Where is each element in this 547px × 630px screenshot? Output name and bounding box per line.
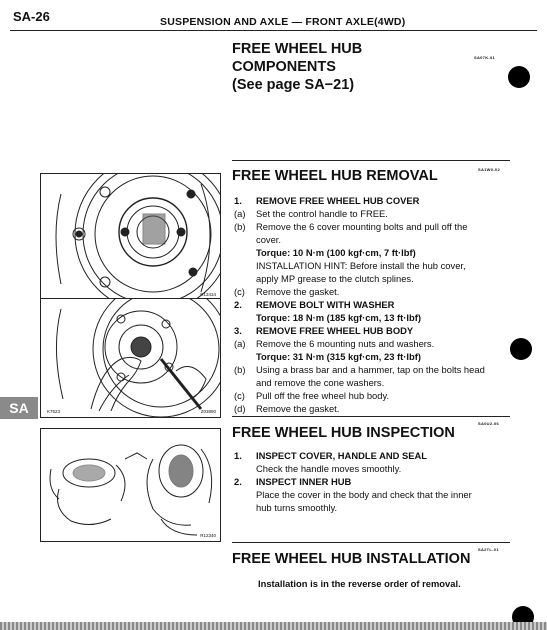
figure-inspection [40, 428, 221, 542]
removal-step-number: (c) [234, 286, 245, 297]
removal-rule [232, 160, 510, 161]
figure-hub-body-removal [40, 298, 221, 418]
components-subtitle: COMPONENTS [232, 59, 336, 75]
removal-step-text: Torque: 18 N·m (185 kgf·cm, 13 ft·lbf) [256, 312, 421, 323]
installation-code: SA2TL-01 [478, 547, 499, 552]
removal-step-text: Using a brass bar and a hammer, tap on the bolts head [256, 364, 485, 375]
removal-step-number: (d) [234, 403, 246, 414]
removal-title: FREE WHEEL HUB REMOVAL [232, 168, 438, 184]
removal-step-number: 1. [234, 195, 242, 206]
removal-step-text: Set the control handle to FREE. [256, 208, 388, 219]
removal-step-text: Remove the 6 mounting nuts and washers. [256, 338, 435, 349]
removal-step-number: (a) [234, 208, 246, 219]
removal-step-text: Remove the gasket. [256, 403, 340, 414]
installation-text: Installation is in the reverse order of removal. [258, 578, 461, 589]
removal-step-text: REMOVE FREE WHEEL HUB BODY [256, 325, 414, 336]
scan-edge [0, 622, 547, 630]
inspection-step-text: Place the cover in the body and check that the inner [256, 489, 472, 500]
components-title: FREE WHEEL HUB [232, 41, 363, 57]
section-tab: SA [0, 397, 38, 419]
inspection-step-text: hub turns smoothly. [256, 502, 338, 513]
hub-cover-illustration [41, 174, 220, 300]
installation-title: FREE WHEEL HUB INSTALLATION [232, 551, 471, 567]
figure-label-right: Z03890 [200, 409, 216, 414]
removal-step-number: 2. [234, 299, 242, 310]
figure-hub-cover [40, 173, 221, 301]
inspection-title: FREE WHEEL HUB INSPECTION [232, 425, 455, 441]
removal-step-number: (b) [234, 221, 246, 232]
removal-step-number: (c) [234, 390, 245, 401]
removal-step-text: Remove the gasket. [256, 286, 340, 297]
inspection-step-text: INSPECT COVER, HANDLE AND SEAL [256, 450, 428, 461]
inspection-rule [232, 416, 510, 417]
figure-label: R13434 [200, 292, 216, 297]
binder-hole-icon [510, 338, 532, 360]
removal-step-text: Remove the 6 cover mounting bolts and pull off the [256, 221, 468, 232]
removal-step-text: apply MP grease to the clutch splines. [256, 273, 414, 284]
inspection-step-text: INSPECT INNER HUB [256, 476, 352, 487]
inspection-code: SA0U2-06 [478, 421, 500, 426]
page-number: SA-26 [13, 9, 50, 24]
figure-label-left: K7523 [47, 409, 61, 414]
removal-step-text: REMOVE FREE WHEEL HUB COVER [256, 195, 420, 206]
components-see-page: (See page SA−21) [232, 77, 355, 93]
removal-code: SA1W0-02 [478, 167, 500, 172]
removal-step-text: Pull off the free wheel hub body. [256, 390, 390, 401]
removal-step-number: 3. [234, 325, 242, 336]
installation-rule [232, 542, 510, 543]
removal-step-text: Torque: 10 N·m (100 kgf·cm, 7 ft·lbf) [256, 247, 416, 258]
header-rule [10, 30, 537, 31]
removal-step-number: (a) [234, 338, 246, 349]
removal-step-text: cover. [256, 234, 282, 245]
inspection-illustration [41, 429, 220, 541]
removal-step-text: INSTALLATION HINT: Before install the hub cover, [256, 260, 466, 271]
inspection-step-number: 1. [234, 450, 242, 461]
removal-step-number: (b) [234, 364, 246, 375]
components-code: SA07K-01 [474, 55, 496, 60]
running-title: SUSPENSION AND AXLE — FRONT AXLE(4WD) [160, 16, 406, 28]
figure-label: R12340 [200, 533, 216, 538]
inspection-steps [234, 449, 524, 519]
binder-hole-icon [508, 66, 530, 88]
removal-step-text: Torque: 31 N·m (315 kgf·cm, 23 ft·lbf) [256, 351, 421, 362]
removal-step-text: REMOVE BOLT WITH WASHER [256, 299, 395, 310]
removal-step-text: and remove the cone washers. [256, 377, 385, 388]
inspection-step-text: Check the handle moves smoothly. [256, 463, 402, 474]
removal-steps [234, 194, 524, 424]
hub-body-removal-illustration [41, 299, 220, 417]
inspection-step-number: 2. [234, 476, 242, 487]
